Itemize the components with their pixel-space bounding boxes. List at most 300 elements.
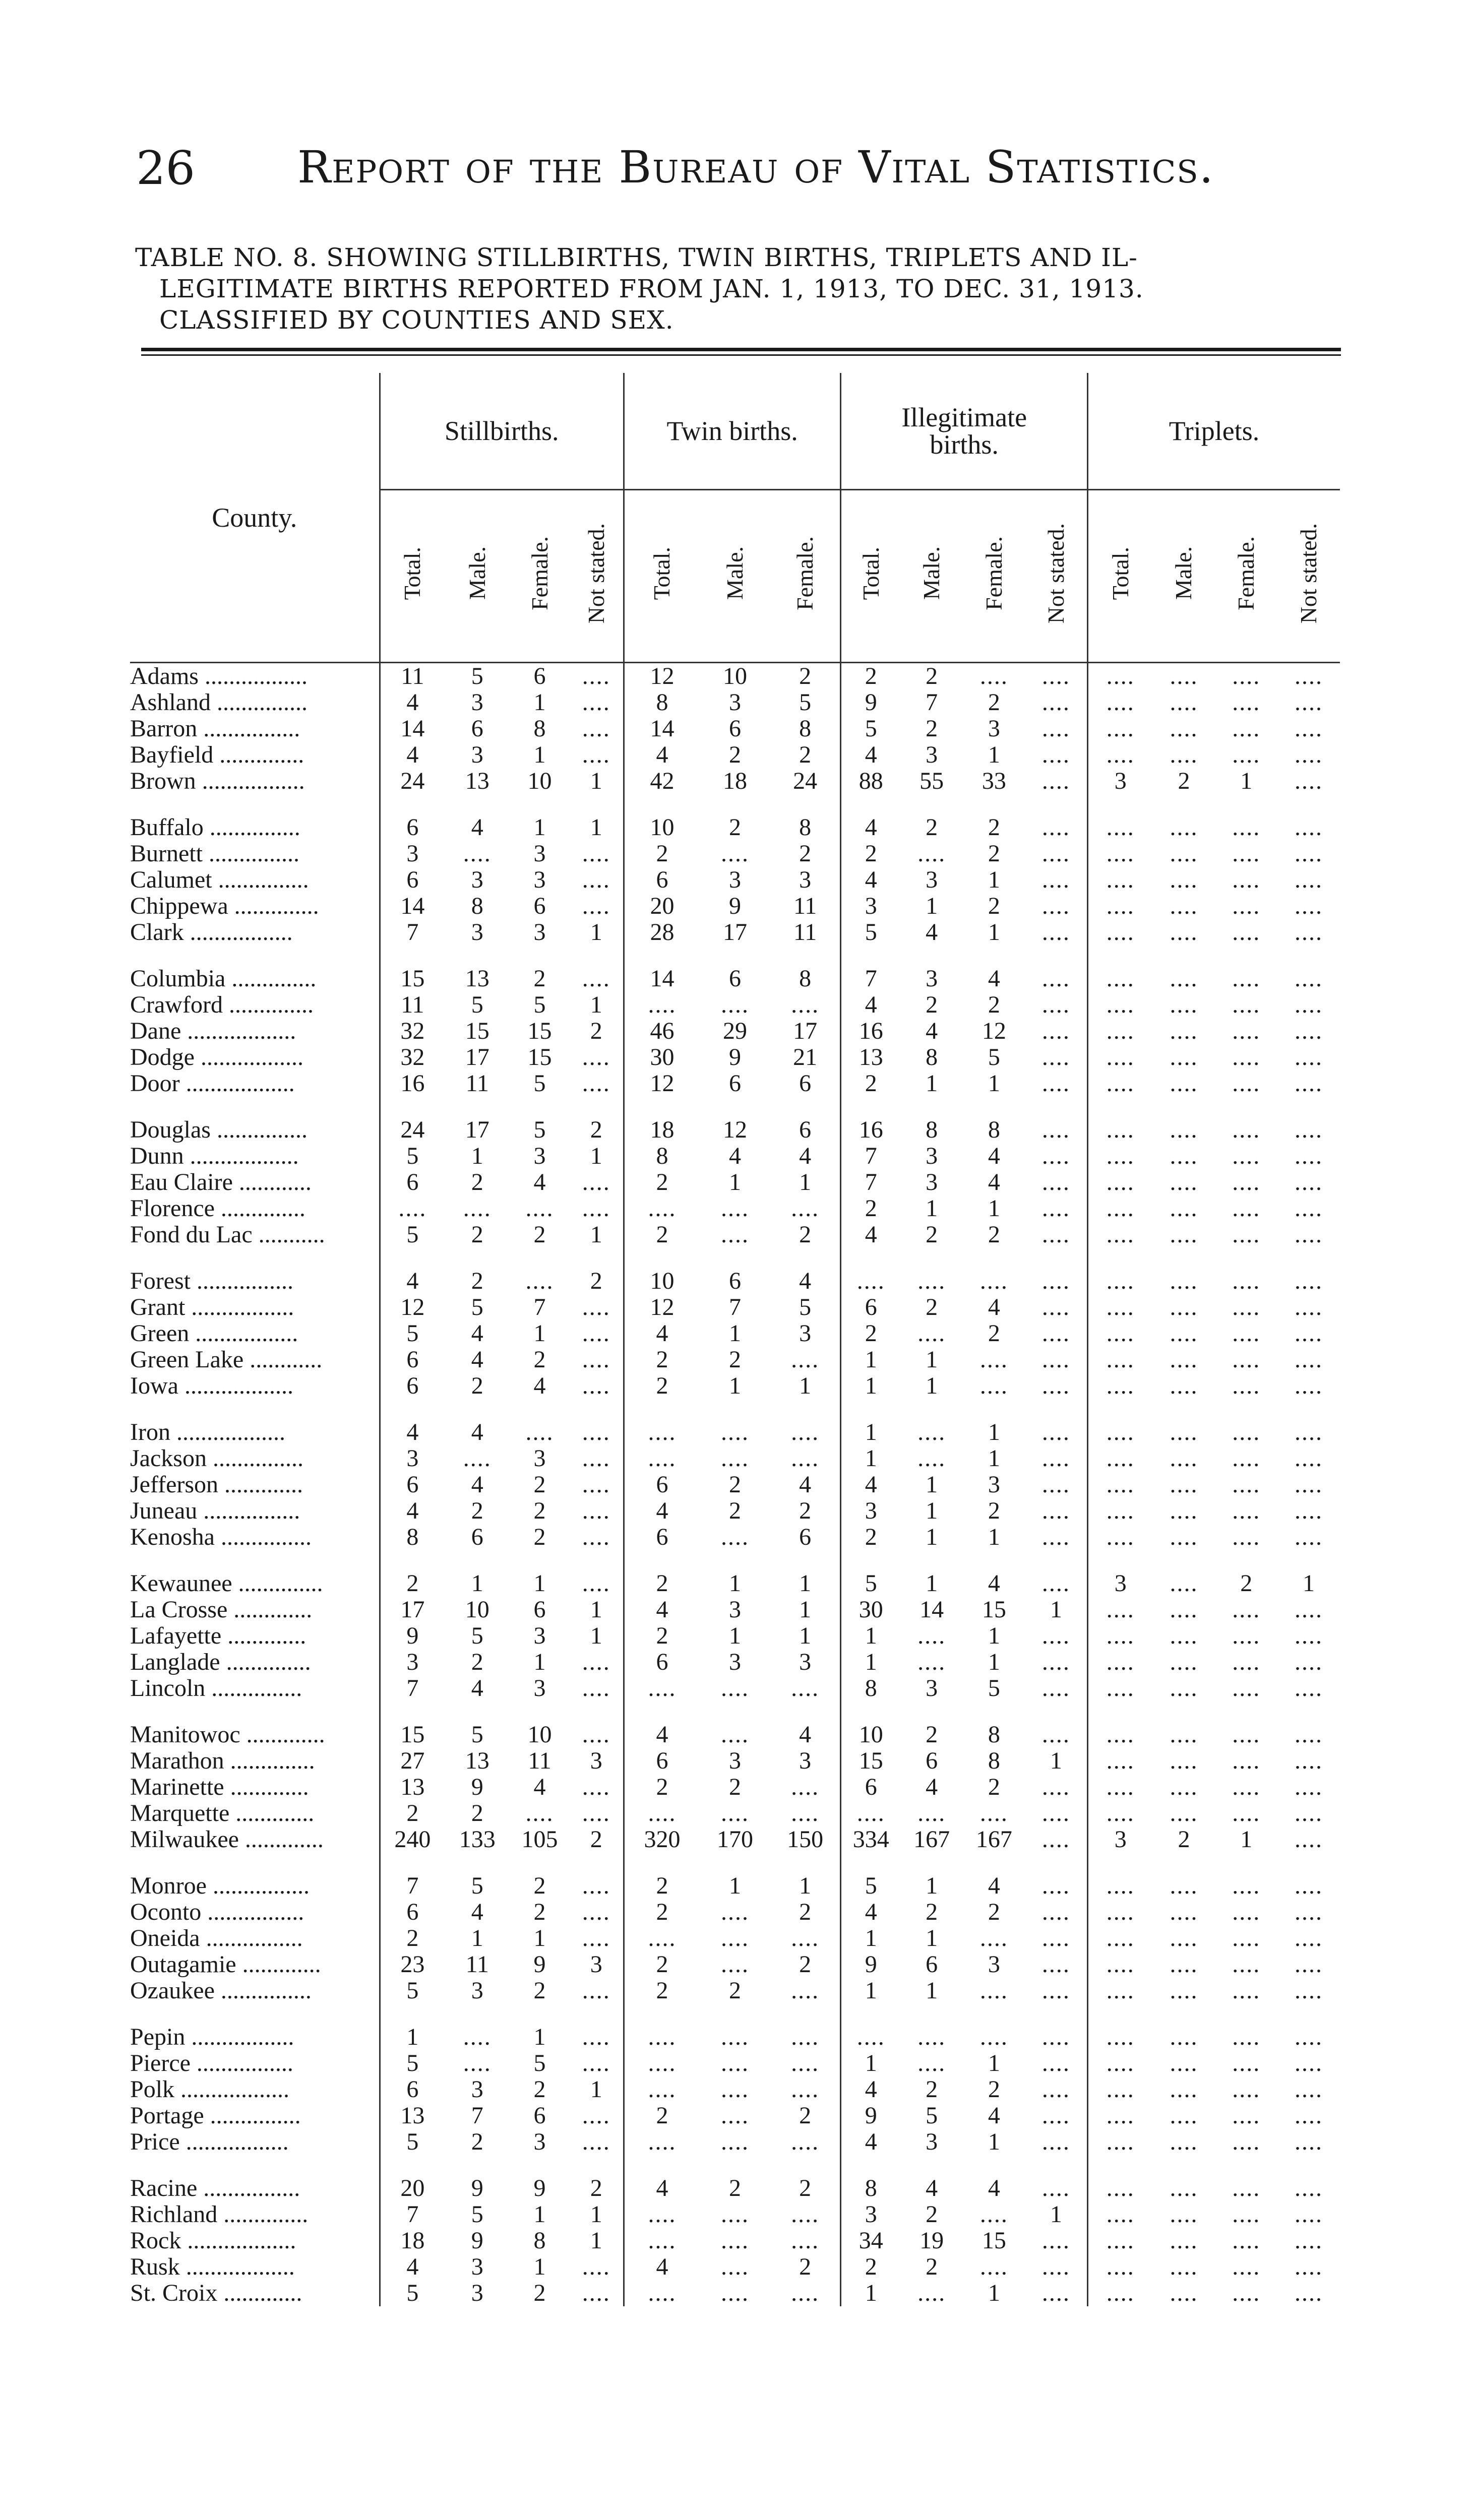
table-cell: .... bbox=[1025, 1117, 1088, 1143]
table-cell: 8 bbox=[926, 1117, 938, 1143]
spacer-cell bbox=[445, 1097, 510, 1117]
table-row bbox=[130, 1419, 1340, 1445]
table-cell: 3 bbox=[533, 1143, 546, 1169]
table-cell: 30 bbox=[650, 1044, 674, 1070]
column-header bbox=[1153, 490, 1215, 663]
table-cell: .... bbox=[525, 1195, 554, 1222]
table-cell: .... bbox=[1170, 2175, 1198, 2201]
county-name: Columbia .............. bbox=[130, 966, 380, 992]
table-cell: .... bbox=[1170, 966, 1198, 992]
table-cell: .... bbox=[770, 992, 841, 1018]
table-cell: 1 bbox=[988, 2050, 1000, 2076]
table-cell: .... bbox=[1232, 2228, 1261, 2254]
table-cell: .... bbox=[979, 1925, 1008, 1951]
table-cell: .... bbox=[1170, 1018, 1198, 1044]
table-cell: .... bbox=[1170, 1222, 1198, 1248]
county-name: Dunn .................. bbox=[130, 1143, 380, 1169]
column-header bbox=[445, 490, 510, 663]
table-cell: .... bbox=[1232, 1524, 1261, 1550]
table-cell: 7 bbox=[728, 1294, 741, 1320]
spacer-cell bbox=[1087, 2004, 1152, 2024]
table-cell: 1 bbox=[770, 1623, 841, 1649]
table-row bbox=[130, 689, 1340, 716]
table-cell: 3 bbox=[471, 2280, 483, 2306]
table-cell: .... bbox=[1025, 1649, 1088, 1675]
table-cell: .... bbox=[1232, 2103, 1261, 2129]
table-cell: 2 bbox=[770, 663, 841, 690]
table-cell: .... bbox=[1232, 1873, 1261, 1899]
table-cell: .... bbox=[1106, 2076, 1135, 2103]
table-cell: .... bbox=[1025, 2228, 1088, 2254]
table-cell: 1 bbox=[926, 893, 938, 919]
table-cell: .... bbox=[1170, 1070, 1198, 1097]
table-cell: .... bbox=[570, 1498, 624, 1524]
table-cell: .... bbox=[770, 1800, 841, 1826]
table-cell: .... bbox=[570, 1347, 624, 1373]
table-cell: .... bbox=[1106, 1800, 1135, 1826]
spacer-cell bbox=[380, 1097, 445, 1117]
table-cell: .... bbox=[570, 1294, 624, 1320]
table-cell: 5 bbox=[770, 1294, 841, 1320]
spacer-cell bbox=[445, 1853, 510, 1873]
table-cell: 4 bbox=[988, 2175, 1000, 2201]
table-cell: 11 bbox=[465, 1070, 489, 1097]
spacer-cell bbox=[1153, 1853, 1215, 1873]
table-cell: .... bbox=[1025, 1873, 1088, 1899]
table-cell: 1 bbox=[533, 2201, 546, 2228]
table-cell: 6 bbox=[656, 867, 668, 893]
table-cell: 7 bbox=[406, 1675, 419, 1702]
table-cell: .... bbox=[570, 1774, 624, 1800]
table-cell: 20 bbox=[650, 893, 674, 919]
table-cell: 18 bbox=[650, 1117, 674, 1143]
county-name: Racine ................ bbox=[130, 2175, 380, 2201]
column-header-label: Male. bbox=[464, 546, 490, 600]
table-cell: 1 bbox=[926, 1498, 938, 1524]
county-name: Green Lake ............ bbox=[130, 1347, 380, 1373]
table-cell: 2 bbox=[728, 2175, 741, 2201]
table-cell: .... bbox=[1232, 1899, 1261, 1925]
table-cell: .... bbox=[1106, 919, 1135, 946]
table-cell: .... bbox=[1106, 1899, 1135, 1925]
table-cell: 1 bbox=[570, 814, 624, 841]
table-cell: 3 bbox=[471, 689, 483, 716]
table-cell: .... bbox=[1295, 1774, 1323, 1800]
table-cell: .... bbox=[1106, 1222, 1135, 1248]
table-cell: 4 bbox=[926, 1774, 938, 1800]
table-cell: 1 bbox=[533, 2024, 546, 2050]
table-cell: 21 bbox=[770, 1044, 841, 1070]
column-header bbox=[510, 490, 569, 663]
spacer-cell bbox=[510, 794, 569, 814]
stats-table bbox=[130, 373, 1340, 2306]
spacer-cell bbox=[445, 2004, 510, 2024]
table-cell: .... bbox=[1170, 1925, 1198, 1951]
spacer-cell bbox=[700, 1248, 770, 1268]
table-cell: .... bbox=[1295, 2254, 1323, 2280]
table-cell: .... bbox=[1106, 1597, 1135, 1623]
spacer-cell bbox=[1215, 946, 1277, 966]
table-cell: 1 bbox=[533, 1649, 546, 1675]
table-cell: 2 bbox=[865, 1070, 877, 1097]
table-cell: 4 bbox=[533, 1373, 546, 1399]
table-cell: 4 bbox=[406, 2254, 419, 2280]
table-cell: 2 bbox=[988, 1498, 1000, 1524]
table-cell: .... bbox=[1232, 1320, 1261, 1347]
county-name: Jackson ............... bbox=[130, 1445, 380, 1472]
spacer-cell bbox=[1153, 2004, 1215, 2024]
table-cell: .... bbox=[1170, 1570, 1198, 1597]
table-cell: .... bbox=[1170, 1320, 1198, 1347]
table-row bbox=[130, 1570, 1340, 1597]
table-cell: .... bbox=[1232, 919, 1261, 946]
table-cell: 2 bbox=[770, 841, 841, 867]
spacer-cell bbox=[1025, 1702, 1088, 1722]
table-cell: .... bbox=[1025, 1951, 1088, 1978]
spacer-cell bbox=[1025, 1097, 1088, 1117]
table-cell: 4 bbox=[988, 1873, 1000, 1899]
table-cell: .... bbox=[1106, 814, 1135, 841]
table-cell: 2 bbox=[471, 1498, 483, 1524]
table-cell: 2 bbox=[926, 1222, 938, 1248]
table-cell: .... bbox=[1295, 716, 1323, 742]
table-cell: 1 bbox=[570, 2076, 624, 2103]
table-cell: 13 bbox=[465, 768, 489, 794]
table-cell: 10 bbox=[527, 1722, 552, 1748]
table-cell: .... bbox=[917, 1320, 946, 1347]
spacer-cell bbox=[700, 946, 770, 966]
illegitimate-births-group-header bbox=[841, 373, 1088, 490]
table-cell: 1 bbox=[865, 1623, 877, 1649]
table-cell: .... bbox=[1295, 1169, 1323, 1195]
table-cell: 13 bbox=[400, 1774, 425, 1800]
table-row bbox=[130, 2050, 1340, 2076]
spacer-cell bbox=[841, 2004, 900, 2024]
spacer-cell bbox=[380, 1248, 445, 1268]
table-cell: .... bbox=[1106, 2201, 1135, 2228]
table-cell: 42 bbox=[650, 768, 674, 794]
table-cell: .... bbox=[570, 663, 624, 690]
table-cell: .... bbox=[770, 1774, 841, 1800]
spacer-cell bbox=[1087, 1097, 1152, 1117]
table-cell: .... bbox=[1106, 1117, 1135, 1143]
table-row bbox=[130, 1169, 1340, 1195]
table-cell: 6 bbox=[770, 1524, 841, 1550]
spacer-cell bbox=[1025, 794, 1088, 814]
table-cell: .... bbox=[1295, 1018, 1323, 1044]
table-cell: .... bbox=[1232, 2201, 1261, 2228]
table-row bbox=[130, 1044, 1340, 1070]
table-cell: 2 bbox=[926, 1294, 938, 1320]
table-cell: .... bbox=[1106, 1675, 1135, 1702]
table-cell: 240 bbox=[394, 1826, 431, 1853]
table-cell: 13 bbox=[858, 1044, 883, 1070]
county-name: Bayfield .............. bbox=[130, 742, 380, 768]
table-cell: .... bbox=[1025, 1826, 1088, 1853]
table-cell: 4 bbox=[471, 1472, 483, 1498]
county-name: Price ................. bbox=[130, 2129, 380, 2155]
spacer-cell bbox=[510, 946, 569, 966]
table-cell: 5 bbox=[471, 1623, 483, 1649]
table-cell: 5 bbox=[406, 1143, 419, 1169]
group-spacer bbox=[130, 1097, 1340, 1117]
group-spacer bbox=[130, 1550, 1340, 1570]
table-cell: 3 bbox=[533, 919, 546, 946]
table-cell: 5 bbox=[533, 2050, 546, 2076]
spacer-cell bbox=[963, 1248, 1025, 1268]
table-cell: .... bbox=[648, 1419, 677, 1445]
table-cell: 5 bbox=[471, 663, 483, 689]
table-cell: .... bbox=[1295, 2280, 1323, 2306]
spacer-cell bbox=[900, 1399, 963, 1419]
county-name: Juneau ................ bbox=[130, 1498, 380, 1524]
table-cell: 1 bbox=[533, 742, 546, 768]
table-cell: 5 bbox=[770, 689, 841, 716]
table-cell: 2 bbox=[770, 742, 841, 768]
table-cell: .... bbox=[1170, 663, 1198, 689]
spacer-cell bbox=[624, 1248, 700, 1268]
table-cell: 6 bbox=[406, 1169, 419, 1195]
table-cell: .... bbox=[1106, 1774, 1135, 1800]
table-cell: 1 bbox=[988, 867, 1000, 893]
table-cell: .... bbox=[917, 2280, 946, 2306]
table-cell: 2 bbox=[533, 1873, 546, 1899]
county-name: Marinette ............. bbox=[130, 1774, 380, 1800]
column-header-label: Total. bbox=[1107, 546, 1133, 600]
table-cell: 1 bbox=[988, 2129, 1000, 2155]
table-cell: .... bbox=[979, 1373, 1008, 1399]
table-cell: .... bbox=[720, 2228, 749, 2254]
table-cell: 2 bbox=[770, 2103, 841, 2129]
table-cell: 1 bbox=[926, 1925, 938, 1951]
table-cell: .... bbox=[1232, 716, 1261, 742]
table-cell: 6 bbox=[728, 1070, 741, 1097]
spacer-cell bbox=[624, 794, 700, 814]
table-cell: 4 bbox=[865, 867, 877, 893]
spacer-cell bbox=[570, 1853, 624, 1873]
table-cell: 3 bbox=[926, 1169, 938, 1195]
spacer-cell bbox=[1153, 1702, 1215, 1722]
table-cell: 14 bbox=[919, 1597, 944, 1623]
table-row bbox=[130, 2129, 1340, 2155]
spacer-cell bbox=[1087, 1399, 1152, 1419]
spacer-cell bbox=[510, 2004, 569, 2024]
table-cell: .... bbox=[1170, 1597, 1198, 1623]
table-cell: 3 bbox=[865, 1498, 877, 1524]
spacer-cell bbox=[570, 1248, 624, 1268]
table-cell: 1 bbox=[865, 1347, 877, 1373]
table-cell: .... bbox=[1106, 1748, 1135, 1774]
table-cell: .... bbox=[1025, 1347, 1088, 1373]
table-cell: .... bbox=[1295, 1222, 1323, 1248]
table-cell: .... bbox=[1170, 1978, 1198, 2004]
table-cell: .... bbox=[1170, 2103, 1198, 2129]
table-cell: 3 bbox=[926, 966, 938, 992]
table-cell: 10 bbox=[527, 768, 552, 794]
table-cell: .... bbox=[1170, 919, 1198, 946]
table-cell: .... bbox=[1025, 1445, 1088, 1472]
table-cell: .... bbox=[1106, 2050, 1135, 2076]
table-cell: .... bbox=[1025, 1498, 1088, 1524]
table-row bbox=[130, 1597, 1340, 1623]
table-cell: 2 bbox=[533, 2280, 546, 2306]
table-cell: .... bbox=[1170, 1951, 1198, 1978]
table-cell: 30 bbox=[858, 1597, 883, 1623]
table-cell: .... bbox=[1106, 1320, 1135, 1347]
table-cell: 14 bbox=[400, 893, 425, 919]
table-cell: 5 bbox=[471, 1873, 483, 1899]
table-cell: .... bbox=[1295, 1925, 1323, 1951]
table-cell: .... bbox=[979, 1347, 1008, 1373]
table-cell: 2 bbox=[656, 1873, 668, 1899]
spacer-cell bbox=[963, 2004, 1025, 2024]
table-cell: 3 bbox=[533, 841, 546, 867]
county-name: Brown ................. bbox=[130, 768, 380, 794]
table-cell: 4 bbox=[471, 1347, 483, 1373]
table-row bbox=[130, 992, 1340, 1018]
table-cell: 2 bbox=[770, 1951, 841, 1978]
table-row bbox=[130, 1445, 1340, 1472]
spacer-cell bbox=[624, 1853, 700, 1873]
table-cell: 2 bbox=[1240, 1570, 1253, 1597]
table-cell: 4 bbox=[471, 1899, 483, 1925]
table-cell: .... bbox=[1295, 1143, 1323, 1169]
table-cell: .... bbox=[1025, 1722, 1088, 1748]
table-cell: 15 bbox=[465, 1018, 489, 1044]
spacer-cell bbox=[1215, 1399, 1277, 1419]
table-cell: 1 bbox=[570, 1143, 624, 1169]
table-cell: 1 bbox=[471, 1143, 483, 1169]
table-cell: 1 bbox=[988, 1623, 1000, 1649]
caption-rule-thin bbox=[141, 354, 1341, 356]
table-cell: .... bbox=[1106, 867, 1135, 893]
table-cell: .... bbox=[1170, 1268, 1198, 1294]
table-cell: .... bbox=[570, 2103, 624, 2129]
table-cell: .... bbox=[1295, 2050, 1323, 2076]
table-cell: 3 bbox=[533, 867, 546, 893]
table-cell: .... bbox=[1106, 1623, 1135, 1649]
table-cell: 10 bbox=[858, 1722, 883, 1748]
table-cell: .... bbox=[648, 992, 677, 1018]
county-name: Pepin ................. bbox=[130, 2024, 380, 2050]
table-cell: .... bbox=[1106, 1524, 1135, 1550]
table-cell: 8 bbox=[988, 1722, 1000, 1748]
spacer-cell bbox=[130, 1399, 380, 1419]
table-row bbox=[130, 2228, 1340, 2254]
spacer-cell bbox=[841, 946, 900, 966]
table-cell: 11 bbox=[401, 992, 424, 1018]
table-cell: 2 bbox=[770, 2254, 841, 2280]
table-cell: .... bbox=[1170, 2076, 1198, 2103]
table-cell: 2 bbox=[865, 1524, 877, 1550]
table-cell: 3 bbox=[471, 867, 483, 893]
table-cell: 334 bbox=[852, 1826, 889, 1853]
table-cell: 1 bbox=[865, 1373, 877, 1399]
table-cell: 4 bbox=[865, 814, 877, 841]
spacer-cell bbox=[1025, 2004, 1088, 2024]
table-cell: 1 bbox=[988, 1195, 1000, 1222]
table-cell: 1 bbox=[570, 919, 624, 946]
table-cell: 1 bbox=[570, 2201, 624, 2228]
table-cell: .... bbox=[770, 1195, 841, 1222]
spacer-cell bbox=[1277, 1097, 1340, 1117]
table-cell: 1 bbox=[865, 1978, 877, 2004]
table-cell: .... bbox=[917, 841, 946, 867]
spacer-cell bbox=[624, 1550, 700, 1570]
table-cell: 3 bbox=[533, 1623, 546, 1649]
spacer-cell bbox=[841, 1097, 900, 1117]
table-cell: 1 bbox=[570, 1597, 624, 1623]
table-cell: 9 bbox=[533, 2175, 546, 2201]
column-header bbox=[570, 490, 624, 663]
table-cell: .... bbox=[1170, 2254, 1198, 2280]
table-cell: 4 bbox=[865, 2076, 877, 2103]
table-cell: 3 bbox=[728, 867, 741, 893]
table-cell: .... bbox=[1232, 1774, 1261, 1800]
table-cell: .... bbox=[917, 1445, 946, 1472]
table-cell: 1 bbox=[926, 1978, 938, 2004]
table-cell: 1 bbox=[1240, 1826, 1253, 1853]
spacer-cell bbox=[570, 794, 624, 814]
table-cell: .... bbox=[1170, 1169, 1198, 1195]
table-cell: .... bbox=[570, 1472, 624, 1498]
table-cell: 3 bbox=[1114, 1826, 1127, 1853]
table-cell: 3 bbox=[406, 841, 419, 867]
table-row bbox=[130, 919, 1340, 946]
table-cell: .... bbox=[1106, 1044, 1135, 1070]
spacer-cell bbox=[963, 1702, 1025, 1722]
spacer-cell bbox=[510, 2155, 569, 2175]
table-cell: 15 bbox=[400, 966, 425, 992]
table-cell: .... bbox=[1232, 1800, 1261, 1826]
column-header bbox=[963, 490, 1025, 663]
table-cell: 2 bbox=[656, 1373, 668, 1399]
table-cell: .... bbox=[648, 1800, 677, 1826]
table-row bbox=[130, 768, 1340, 794]
county-name: Barron ................ bbox=[130, 716, 380, 742]
table-cell: 3 bbox=[533, 1675, 546, 1702]
table-cell: .... bbox=[1295, 893, 1323, 919]
table-cell: 4 bbox=[865, 1222, 877, 1248]
spacer-cell bbox=[570, 1097, 624, 1117]
table-cell: 15 bbox=[527, 1044, 552, 1070]
table-cell: 23 bbox=[400, 1951, 425, 1978]
table-cell: 2 bbox=[926, 814, 938, 841]
spacer-cell bbox=[963, 1399, 1025, 1419]
table-cell: .... bbox=[720, 841, 749, 867]
column-header-label: Total. bbox=[857, 546, 884, 600]
table-cell: 1 bbox=[988, 1445, 1000, 1472]
spacer-cell bbox=[1215, 1097, 1277, 1117]
table-cell: 2 bbox=[533, 1899, 546, 1925]
table-cell: .... bbox=[770, 2201, 841, 2228]
table-cell: 2 bbox=[471, 1800, 483, 1826]
table-cell: 5 bbox=[926, 2103, 938, 2129]
table-cell: 6 bbox=[471, 716, 483, 742]
table-cell: .... bbox=[570, 1925, 624, 1951]
table-cell: 7 bbox=[471, 2103, 483, 2129]
spacer-cell bbox=[624, 1097, 700, 1117]
table-cell: 167 bbox=[913, 1826, 950, 1853]
table-cell: .... bbox=[1295, 1445, 1323, 1472]
table-cell: .... bbox=[1295, 2175, 1323, 2201]
spacer-cell bbox=[963, 794, 1025, 814]
spacer-cell bbox=[841, 1702, 900, 1722]
table-cell: 24 bbox=[770, 768, 841, 794]
column-header bbox=[770, 490, 841, 663]
table-cell: .... bbox=[1025, 1294, 1088, 1320]
table-cell: .... bbox=[1232, 1748, 1261, 1774]
